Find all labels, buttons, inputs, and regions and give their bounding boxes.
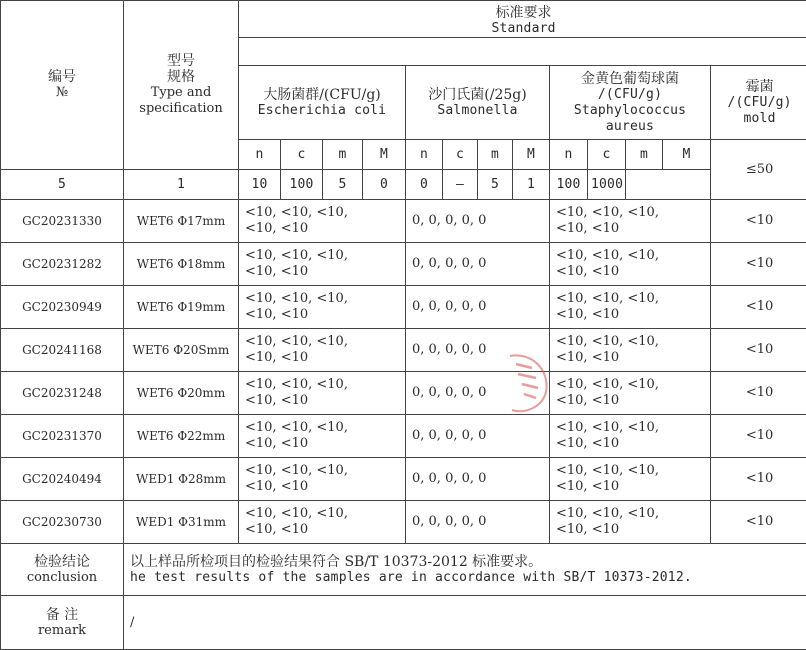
mold-result-cell: <10 (711, 372, 806, 415)
sample-id-cell: GC20230730 (1, 501, 124, 544)
model-cell: WED1 Φ31mm (124, 501, 239, 544)
salmonella-result-cell: 0, 0, 0, 0, 0 (406, 415, 550, 458)
staph-result-line: <10, <10, <10, (556, 377, 707, 393)
table-row (1, 372, 806, 415)
coli-result-line: <10, <10, <10, (245, 420, 402, 436)
staph-header-cn: 金黄色葡萄球菌 (553, 71, 707, 87)
coli-result-line: <10, <10 (245, 522, 402, 538)
standard-header (239, 1, 806, 38)
staph-header-en-2: aureus (553, 119, 707, 135)
limit-cell: 100 (281, 170, 323, 200)
limit-row (1, 170, 806, 200)
conclusion-text-en: he test results of the samples are in accordance with SB/T 10373-2012. (130, 570, 805, 586)
staph-result-cell (550, 243, 711, 286)
staph-result-line: <10, <10 (556, 436, 707, 452)
coli-result-cell (239, 286, 406, 329)
model-cell: WET6 Φ22mm (124, 415, 239, 458)
coli-result-line: <10, <10, <10, (245, 248, 402, 264)
remark-text: / (124, 596, 806, 650)
conclusion-text (124, 544, 806, 596)
header-model-cn-1: 型号 (127, 53, 235, 69)
coli-result-line: <10, <10, <10, (245, 506, 402, 522)
mold-result-cell: <10 (711, 200, 806, 243)
remark-label (1, 596, 124, 650)
sample-id-cell: GC20231248 (1, 372, 124, 415)
conclusion-label-cn: 检验结论 (4, 554, 120, 570)
param-cell: n (550, 140, 588, 170)
limit-cell: 5 (323, 170, 363, 200)
salmonella-result-cell: 0, 0, 0, 0, 0 (406, 200, 550, 243)
sample-id-cell: GC20231370 (1, 415, 124, 458)
coli-header (239, 66, 406, 140)
conclusion-text-cn: 以上样品所检项目的检验结果符合 SB/T 10373-2012 标准要求。 (130, 554, 805, 570)
staph-result-line: <10, <10, <10, (556, 463, 707, 479)
staph-result-cell (550, 458, 711, 501)
table-row (1, 329, 806, 372)
mold-result-cell: <10 (711, 415, 806, 458)
staph-result-line: <10, <10, <10, (556, 248, 707, 264)
header-number-cn: 编号 (4, 69, 120, 85)
salmonella-header-cn: 沙门氏菌(/25g) (409, 87, 546, 103)
conclusion-label-en: conclusion (4, 570, 120, 586)
limit-cell: 1 (513, 170, 550, 200)
sample-id-cell: GC20240494 (1, 458, 124, 501)
model-cell: WET6 Φ20mm (124, 372, 239, 415)
coli-result-cell (239, 372, 406, 415)
sample-id-cell: GC20241168 (1, 329, 124, 372)
conclusion-label (1, 544, 124, 596)
limit-cell: 100 (550, 170, 588, 200)
mold-header (711, 66, 806, 140)
param-cell: m (323, 140, 363, 170)
salmonella-result-cell: 0, 0, 0, 0, 0 (406, 458, 550, 501)
sample-id-cell: GC20231282 (1, 243, 124, 286)
table-row (1, 458, 806, 501)
model-cell: WED1 Φ28mm (124, 458, 239, 501)
coli-result-cell (239, 458, 406, 501)
table-row (1, 200, 806, 243)
coli-result-line: <10, <10 (245, 393, 402, 409)
model-cell: WET6 Φ17mm (124, 200, 239, 243)
staph-result-line: <10, <10, <10, (556, 420, 707, 436)
staph-result-line: <10, <10 (556, 264, 707, 280)
salmonella-result-cell: 0, 0, 0, 0, 0 (406, 243, 550, 286)
staph-result-cell (550, 501, 711, 544)
coli-result-line: <10, <10 (245, 436, 402, 452)
staph-result-line: <10, <10 (556, 393, 707, 409)
param-cell: c (443, 140, 478, 170)
limit-cell: 5 (1, 170, 124, 200)
staph-result-cell (550, 200, 711, 243)
coli-result-cell (239, 243, 406, 286)
limit-cell: 0 (363, 170, 406, 200)
salmonella-result-cell: 0, 0, 0, 0, 0 (406, 501, 550, 544)
salmonella-result-cell: 0, 0, 0, 0, 0 (406, 286, 550, 329)
staph-result-cell (550, 329, 711, 372)
salmonella-header (406, 66, 550, 140)
coli-result-line: <10, <10 (245, 350, 402, 366)
coli-result-line: <10, <10, <10, (245, 463, 402, 479)
coli-result-line: <10, <10 (245, 479, 402, 495)
mold-limit-cell: ≤50 (711, 140, 806, 200)
staph-result-line: <10, <10, <10, (556, 205, 707, 221)
staph-result-line: <10, <10 (556, 307, 707, 323)
header-model-cn-2: 规格 (127, 69, 235, 85)
coli-result-cell (239, 415, 406, 458)
model-cell: WET6 Φ18mm (124, 243, 239, 286)
limit-cell: 1 (124, 170, 239, 200)
column-header-number (1, 1, 124, 170)
coli-result-line: <10, <10, <10, (245, 291, 402, 307)
staph-result-line: <10, <10, <10, (556, 291, 707, 307)
staph-header-en-1: Staphylococcus (553, 103, 707, 119)
sample-id-cell: GC20231330 (1, 200, 124, 243)
param-cell: n (239, 140, 281, 170)
limit-cell: 1000 (588, 170, 626, 200)
remark-row (1, 596, 806, 650)
column-header-model (124, 1, 239, 170)
mold-result-cell: <10 (711, 501, 806, 544)
mold-header-unit: /(CFU/g) (714, 95, 805, 111)
param-cell: M (513, 140, 550, 170)
salmonella-result-cell: 0, 0, 0, 0, 0 (406, 372, 550, 415)
limit-cell: 10 (239, 170, 281, 200)
coli-header-en: Escherichia coli (242, 103, 402, 119)
mold-result-cell: <10 (711, 243, 806, 286)
limit-cell: 5 (478, 170, 513, 200)
sample-id-cell: GC20230949 (1, 286, 124, 329)
standard-header-cn: 标准要求 (242, 5, 805, 21)
model-cell: WET6 Φ19mm (124, 286, 239, 329)
staph-result-cell (550, 286, 711, 329)
staph-result-line: <10, <10 (556, 221, 707, 237)
table-row (1, 501, 806, 544)
staph-result-cell (550, 415, 711, 458)
mold-result-cell: <10 (711, 458, 806, 501)
coli-result-line: <10, <10 (245, 307, 402, 323)
table-row (1, 243, 806, 286)
remark-label-cn: 备 注 (4, 607, 120, 623)
salmonella-result-cell: 0, 0, 0, 0, 0 (406, 329, 550, 372)
coli-result-line: <10, <10, <10, (245, 334, 402, 350)
staph-result-line: <10, <10 (556, 350, 707, 366)
staph-result-line: <10, <10, <10, (556, 506, 707, 522)
param-cell: M (363, 140, 406, 170)
mold-result-cell: <10 (711, 286, 806, 329)
param-cell: M (663, 140, 711, 170)
param-cell: c (281, 140, 323, 170)
coli-result-line: <10, <10 (245, 264, 402, 280)
header-model-en-2: specification (127, 101, 235, 117)
param-cell: m (626, 140, 663, 170)
header-number-symbol: № (4, 85, 120, 101)
staph-result-cell (550, 372, 711, 415)
coli-header-cn: 大肠菌群/(CFU/g) (242, 87, 402, 103)
mold-header-cn: 霉菌 (714, 79, 805, 95)
table-row (1, 286, 806, 329)
model-cell: WET6 Φ20Smm (124, 329, 239, 372)
mold-result-cell: <10 (711, 329, 806, 372)
staph-result-line: <10, <10, <10, (556, 334, 707, 350)
staph-header-unit: /(CFU/g) (553, 87, 707, 103)
coli-result-line: <10, <10, <10, (245, 377, 402, 393)
staph-result-line: <10, <10 (556, 522, 707, 538)
coli-result-cell (239, 329, 406, 372)
remark-label-en: remark (4, 623, 120, 639)
salmonella-header-en: Salmonella (409, 103, 546, 119)
header-model-en-1: Type and (127, 85, 235, 101)
limit-cell: 0 (406, 170, 443, 200)
param-cell: c (588, 140, 626, 170)
coli-result-line: <10, <10, <10, (245, 205, 402, 221)
staph-header (550, 66, 711, 140)
table-row (1, 415, 806, 458)
coli-result-cell (239, 501, 406, 544)
param-cell: m (478, 140, 513, 170)
coli-result-cell (239, 200, 406, 243)
param-cell: n (406, 140, 443, 170)
staph-result-line: <10, <10 (556, 479, 707, 495)
conclusion-row (1, 544, 806, 596)
limit-cell: – (443, 170, 478, 200)
standard-header-en: Standard (242, 21, 805, 37)
mold-header-en: mold (714, 111, 805, 127)
coli-result-line: <10, <10 (245, 221, 402, 237)
